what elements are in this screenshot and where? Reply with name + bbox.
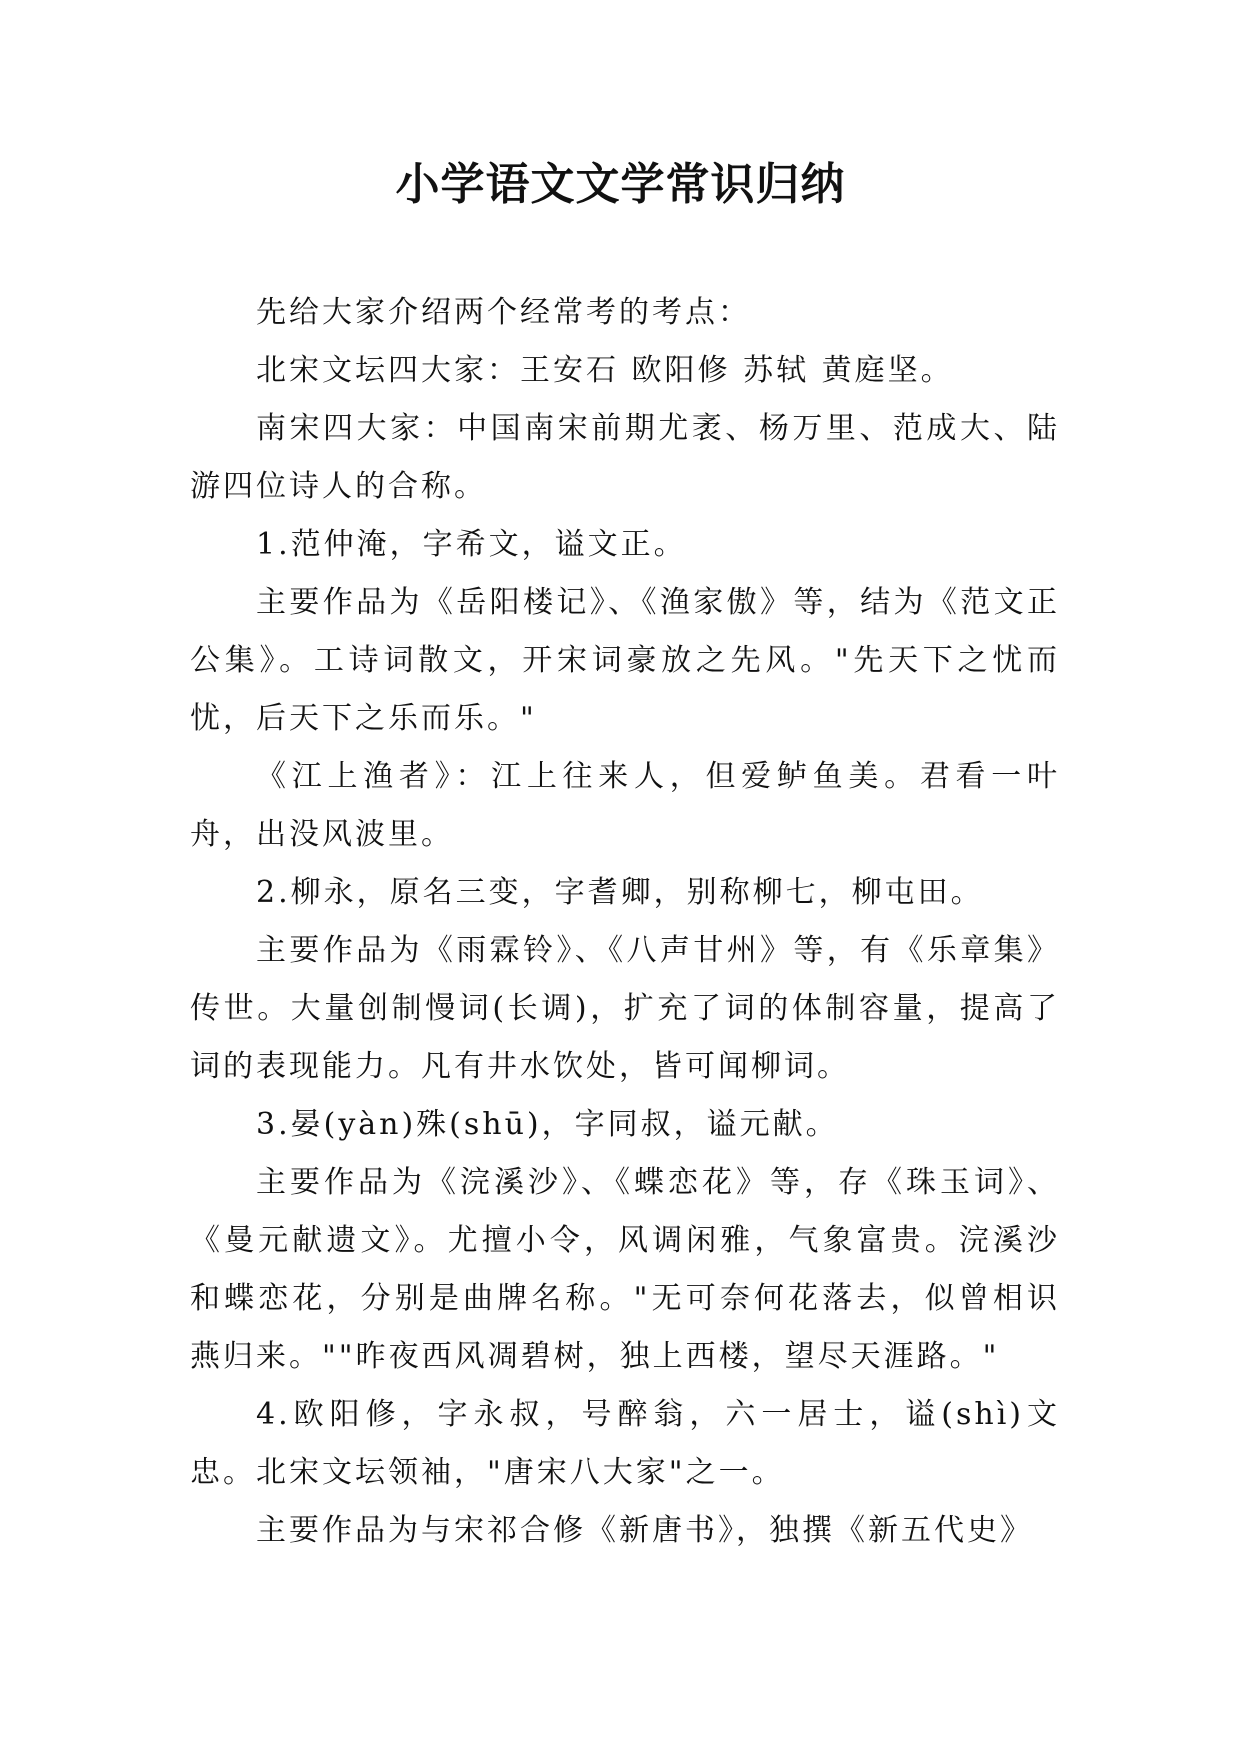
document-title: 小学语文文学常识归纳 bbox=[395, 159, 846, 210]
paragraph-liu-yong-works: 主要作品为《雨霖铃》、《八声甘州》等，有《乐章集》传世。大量创制慢词(长调)，扩充了词的体制容量，提高了词的表现能力。凡有井水饮处，皆可闻柳词。 bbox=[190, 933, 1060, 1084]
paragraph-north-song-four-masters: 北宋文坛四大家：王安石 欧阳修 苏轼 黄庭坚。 bbox=[256, 353, 954, 388]
paragraph-fan-zhongyan-heading: 1.范仲淹，字希文，谥文正。 bbox=[256, 527, 687, 562]
paragraph-yan-shu-works: 主要作品为《浣溪沙》、《蝶恋花》等，存《珠玉词》、《曼元献遗文》。尤擅小令，风调闲雅，气象富贵。浣溪沙和蝶恋花，分别是曲牌名称。"无可奈何花落去，似曾相识燕归来。""昨夜西风凋碧树，独上西楼，望尽天涯路。" bbox=[190, 1165, 1060, 1374]
paragraph-jiangshang-yuzhe: 《江上渔者》：江上往来人，但爱鲈鱼美。君看一叶舟，出没风波里。 bbox=[190, 759, 1060, 852]
paragraph-fan-zhongyan-works: 主要作品为《岳阳楼记》、《渔家傲》等，结为《范文正公集》。工诗词散文，开宋词豪放之先风。"先天下之忧而忧，后天下之乐而乐。" bbox=[190, 585, 1060, 736]
paragraph-ouyang-xiu-heading: 4.欧阳修，字永叔，号醉翁，六一居士，谥(shì)文忠。北宋文坛领袖，"唐宋八大家"之一。 bbox=[190, 1397, 1060, 1490]
paragraph-south-song-four-masters: 南宋四大家：中国南宋前期尤袤、杨万里、范成大、陆游四位诗人的合称。 bbox=[190, 411, 1060, 504]
paragraph-intro: 先给大家介绍两个经常考的考点： bbox=[256, 295, 751, 330]
paragraph-ouyang-xiu-works: 主要作品为与宋祁合修《新唐书》，独撰《新五代史》 bbox=[256, 1513, 1033, 1548]
document-body bbox=[190, 284, 1060, 1560]
paragraph-yan-shu-heading: 3.晏(yàn)殊(shū)，字同叔，谥元献。 bbox=[256, 1107, 839, 1142]
paragraph-liu-yong-heading: 2.柳永，原名三变，字耆卿，别称柳七，柳屯田。 bbox=[256, 875, 984, 910]
